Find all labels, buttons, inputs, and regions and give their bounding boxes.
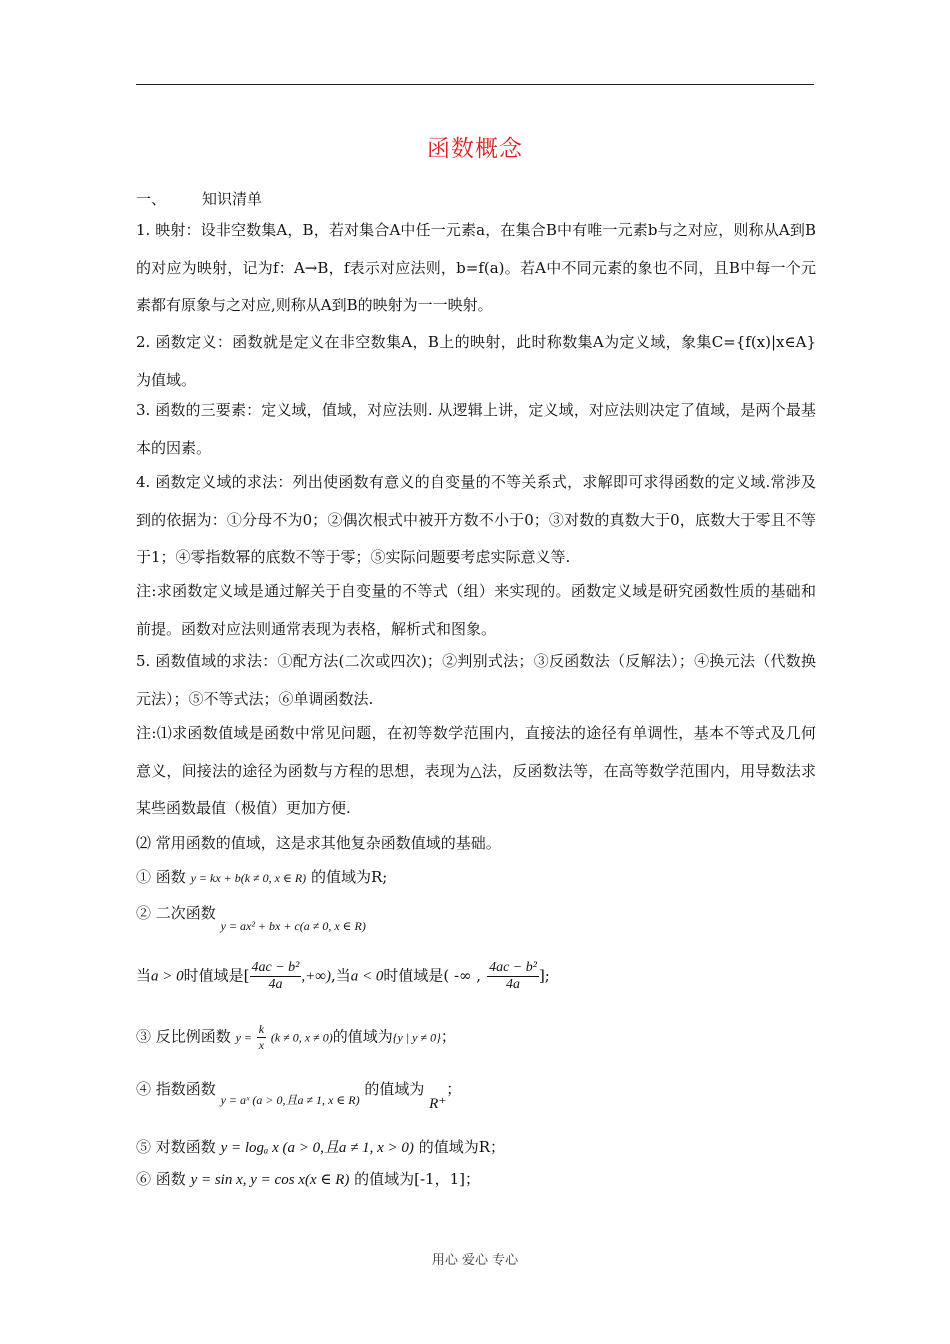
item-linear-function xyxy=(136,866,387,887)
item-3-num: k xyxy=(258,1022,265,1036)
item-3-den: x xyxy=(258,1038,265,1052)
paragraph-domain-method: 4. 函数定义域的求法：列出使函数有意义的自变量的不等关系式，求解即可求得函数的定义域.常涉及到的依据为：①分母不为0；②偶次根式中被开方数不小于0；③对数的真数大于0，底数大于零且不等于1；④零指数幂的底数不等于零；⑤实际问题要考虑实际意义等. xyxy=(136,473,816,566)
item-2b-num2: 4ac − b² xyxy=(489,960,537,975)
item-quadratic-range: 当a > 0时值域是[ $\frac{\text{4ac − b²}}{4a}$ ,+∞),当a < 0时值域是( -∞ , $\frac{\text{4ac − b²}}{4a}$ ]; xyxy=(136,960,550,992)
item-2b-text2: 时值域是 xyxy=(383,966,444,985)
item-2b-den2: 4a xyxy=(506,977,521,992)
paragraph-domain-note: 注:求函数定义域是通过解关于自变量的不等式（组）来实现的。函数定义域是研究函数性质的基础和前提。函数对应法则通常表现为表格，解析式和图象。 xyxy=(136,582,816,638)
item-2b-cond2: a < 0 xyxy=(350,968,384,985)
paragraph-function-definition: 2. 函数定义：函数就是定义在非空数集A，B上的映射，此时称数集A为定义域，象集C={f(x)|x∈A}为值域。 xyxy=(136,333,816,389)
item-4-suffix: 的值域为 xyxy=(364,1080,425,1098)
item-3-prefix: ③ 反比例函数 xyxy=(136,1027,231,1046)
item-2b-den1: 4a xyxy=(268,977,283,992)
item-4-end: ； xyxy=(446,1080,462,1098)
item-5-suffix: 的值域为R； xyxy=(418,1138,506,1156)
item-6-suffix: 的值域为[-1，1]； xyxy=(354,1170,481,1188)
section-label: 知识清单 xyxy=(202,190,263,208)
item-4-value: R⁺ xyxy=(429,1096,447,1112)
item-inverse-proportion xyxy=(136,1022,456,1053)
paragraph-range-method: 5. 函数值域的求法：①配方法(二次或四次)；②判别式法；③反函数法（反解法）；④换元法（代数换元法）；⑤不等式法；⑥单调函数法. xyxy=(136,652,816,708)
section-number: 一、 xyxy=(136,190,167,208)
paragraph-three-elements: 3. 函数的三要素：定义域，值域，对应法则. 从逻辑上讲，定义域，对应法则决定了值域，是两个最基本的因素。 xyxy=(136,401,816,457)
header-rule xyxy=(136,84,814,85)
item-2b-fraction1 xyxy=(250,960,302,993)
paragraph-range-note: 注:⑴求函数值域是函数中常见问题，在初等数学范围内，直接法的途径有单调性，基本不等式及几何意义，间接法的途径为函数与方程的思想，表现为△法，反函数法等，在高等数学范围内，用导数法求某些函数最值（极值）更加方便. xyxy=(136,724,816,817)
item-2b-cond1: a > 0 xyxy=(151,968,184,985)
item-1-prefix: ① 函数 xyxy=(136,868,186,886)
item-6-prefix: ⑥ 函数 xyxy=(136,1170,186,1188)
item-1-suffix: 的值域为R; xyxy=(310,868,388,886)
item-logarithmic-function xyxy=(136,1136,505,1157)
item-1-expression: y = kx + b(k ≠ 0, x ∈ R) xyxy=(190,871,307,885)
item-2b-mid: ,当 xyxy=(330,966,351,985)
item-2b-text1: 时值域是 xyxy=(183,966,244,985)
item-4-prefix: ④ 指数函数 xyxy=(136,1080,216,1098)
item-2b-end: ]; xyxy=(538,966,550,985)
page-footer: 用心 爱心 专心 xyxy=(431,1253,519,1268)
item-3-condition: (k ≠ 0, x ≠ 0) xyxy=(270,1030,333,1045)
item-2b-left2: ( -∞ , xyxy=(443,966,482,985)
paragraph-mapping: 1. 映射：设非空数集A，B，若对集合A中任一元素a，在集合B中有唯一元素b与之对应，则称从A到B的对应为映射，记为f：A→B，f表示对应法则，b=f(a)。若A中不同元素的象也不同，且B中每一个元素都有原象与之对应,则称从A到B的映射为一一映射。 xyxy=(136,221,816,314)
item-3-set: {y | y ≠ 0} xyxy=(392,1030,441,1045)
item-2b-num1: 4ac − b² xyxy=(251,960,300,975)
item-2b-right1: ,+∞) xyxy=(301,968,331,985)
item-3-end: ； xyxy=(440,1027,456,1046)
item-2b-prefix: 当 xyxy=(136,966,152,985)
item-3-fraction xyxy=(257,1022,266,1053)
item-2-prefix: ② 二次函数 xyxy=(136,904,216,922)
section-heading xyxy=(136,188,262,209)
item-5-expression: y = logₐ x (a > 0,且a ≠ 1, x > 0) xyxy=(220,1140,414,1156)
paragraph-range-note-2: ⑵ 常用函数的值域，这是求其他复杂函数值域的基础。 xyxy=(136,834,501,852)
page-title: 函数概念 xyxy=(427,136,523,162)
item-6-expression: y = sin x, y = cos x(x ∈ R) xyxy=(190,1172,350,1188)
item-3-suffix: 的值域为 xyxy=(332,1027,393,1046)
item-2-expression: y = ax² + bx + c(a ≠ 0, x ∈ R) xyxy=(220,919,366,933)
item-2b-fraction2 xyxy=(487,960,539,993)
item-3-y: y = xyxy=(235,1030,252,1045)
item-4-expression: y = aˣ (a > 0,且a ≠ 1, x ∈ R) xyxy=(220,1093,360,1107)
item-trig-function xyxy=(136,1168,480,1189)
item-5-prefix: ⑤ 对数函数 xyxy=(136,1138,216,1156)
